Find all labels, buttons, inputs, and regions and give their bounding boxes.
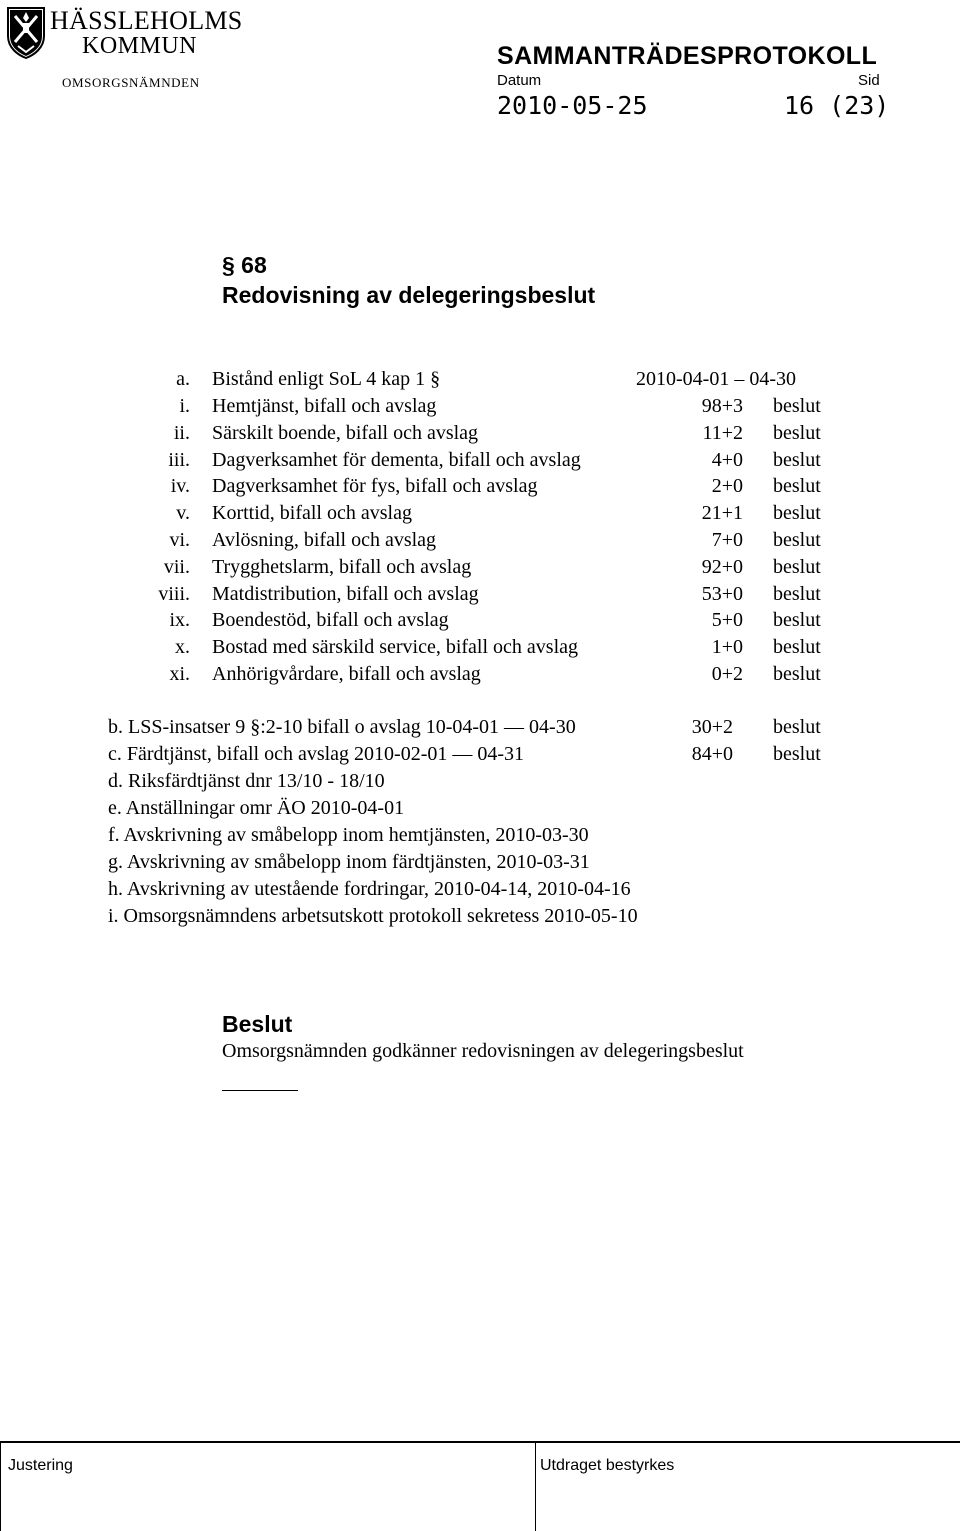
item-text: c. Färdtjänst, bifall och avslag 2010-02-01 — 04-31 — [108, 743, 525, 765]
item-a-marker: a. — [176, 368, 190, 390]
subitem-unit: beslut — [773, 422, 821, 444]
subitem-unit: beslut — [773, 636, 821, 658]
subitem-count: 1+0 — [711, 636, 743, 658]
subitem-text: Avlösning, bifall och avslag — [212, 529, 437, 551]
org-name-line1: HÄSSLEHOLMS — [50, 6, 243, 35]
subitem-unit: beslut — [773, 449, 821, 471]
section-title: Redovisning av delegeringsbeslut — [222, 282, 596, 308]
footer-utdrag-label: Utdraget bestyrkes — [540, 1457, 675, 1474]
department-name: OMSORGSNÄMNDEN — [62, 75, 200, 90]
subitem-unit: beslut — [773, 583, 821, 605]
item-text: b. LSS-insatser 9 §:2-10 bifall o avslag 10-04-01 — 04-30 — [108, 716, 576, 738]
footer-divider — [0, 1441, 960, 1443]
paragraph-number: § 68 — [222, 252, 267, 278]
subitem-text: Trygghetslarm, bifall och avslag — [212, 556, 472, 578]
subitem-count: 98+3 — [701, 395, 743, 417]
subitem-count: 11+2 — [702, 422, 743, 444]
subitem-unit: beslut — [773, 556, 821, 578]
footer-justering-label: Justering — [8, 1457, 73, 1474]
footer-left-border — [0, 1442, 1, 1531]
item-text: f. Avskrivning av småbelopp inom hemtjänsten, 2010-03-30 — [108, 824, 589, 846]
item-unit: beslut — [773, 743, 821, 765]
item-unit: beslut — [773, 716, 821, 738]
subitem-text: Matdistribution, bifall och avslag — [212, 583, 479, 605]
subitem-count: 7+0 — [711, 529, 743, 551]
subitem-text: Hemtjänst, bifall och avslag — [212, 395, 437, 417]
subitem-number: viii. — [158, 583, 190, 605]
subitem-number: i. — [179, 395, 190, 417]
subitem-number: ix. — [169, 609, 190, 631]
subitem-unit: beslut — [773, 609, 821, 631]
decision-text: Omsorgsnämnden godkänner redovisningen av delegeringsbeslut — [222, 1040, 744, 1062]
subitem-count: 53+0 — [701, 583, 743, 605]
subitem-count: 2+0 — [711, 475, 743, 497]
footer-column-divider — [535, 1442, 536, 1531]
subitem-text: Dagverksamhet för fys, bifall och avslag — [212, 475, 538, 497]
subitem-unit: beslut — [773, 502, 821, 524]
subitem-number: x. — [175, 636, 190, 658]
item-text: g. Avskrivning av småbelopp inom färdtjänsten, 2010-03-31 — [108, 851, 590, 873]
coat-of-arms-icon — [6, 6, 46, 60]
item-text: i. Omsorgsnämndens arbetsutskott protokoll sekretess 2010-05-10 — [108, 905, 638, 927]
subitem-number: vi. — [169, 529, 190, 551]
date-label: Datum — [497, 72, 542, 89]
subitem-count: 21+1 — [701, 502, 743, 524]
subitem-unit: beslut — [773, 395, 821, 417]
decision-underline — [222, 1090, 298, 1091]
meeting-date: 2010-05-25 — [497, 91, 648, 120]
decision-heading: Beslut — [222, 1011, 293, 1037]
item-count: 30+2 — [691, 716, 733, 738]
page-label: Sid — [858, 72, 880, 89]
page-number: 16 (23) — [784, 91, 890, 120]
subitem-count: 92+0 — [701, 556, 743, 578]
subitem-unit: beslut — [773, 663, 821, 685]
document-title: SAMMANTRÄDESPROTOKOLL — [497, 42, 878, 70]
subitem-count: 0+2 — [711, 663, 743, 685]
subitem-number: xi. — [169, 663, 190, 685]
subitem-number: iii. — [168, 449, 190, 471]
subitem-number: iv. — [170, 475, 190, 497]
subitem-text: Anhörigvårdare, bifall och avslag — [212, 663, 481, 685]
subitem-count: 4+0 — [711, 449, 743, 471]
subitem-text: Bostad med särskild service, bifall och avslag — [212, 636, 579, 658]
subitem-count: 5+0 — [711, 609, 743, 631]
item-a-period: 2010-04-01 – 04-30 — [636, 368, 796, 390]
item-text: e. Anställningar omr ÄO 2010-04-01 — [108, 797, 405, 819]
subitem-text: Boendestöd, bifall och avslag — [212, 609, 449, 631]
subitem-number: v. — [176, 502, 190, 524]
subitem-text: Korttid, bifall och avslag — [212, 502, 412, 524]
subitem-unit: beslut — [773, 475, 821, 497]
subitem-number: vii. — [163, 556, 190, 578]
subitem-unit: beslut — [773, 529, 821, 551]
item-count: 84+0 — [691, 743, 733, 765]
org-name-line2: KOMMUN — [82, 33, 198, 59]
item-text: h. Avskrivning av utestående fordringar, 2010-04-14, 2010-04-16 — [108, 878, 631, 900]
item-text: d. Riksfärdtjänst dnr 13/10 - 18/10 — [108, 770, 385, 792]
subitem-text: Dagverksamhet för dementa, bifall och avslag — [212, 449, 581, 471]
subitem-number: ii. — [173, 422, 190, 444]
subitem-text: Särskilt boende, bifall och avslag — [212, 422, 479, 444]
item-a-text: Bistånd enligt SoL 4 kap 1 § — [212, 368, 441, 390]
